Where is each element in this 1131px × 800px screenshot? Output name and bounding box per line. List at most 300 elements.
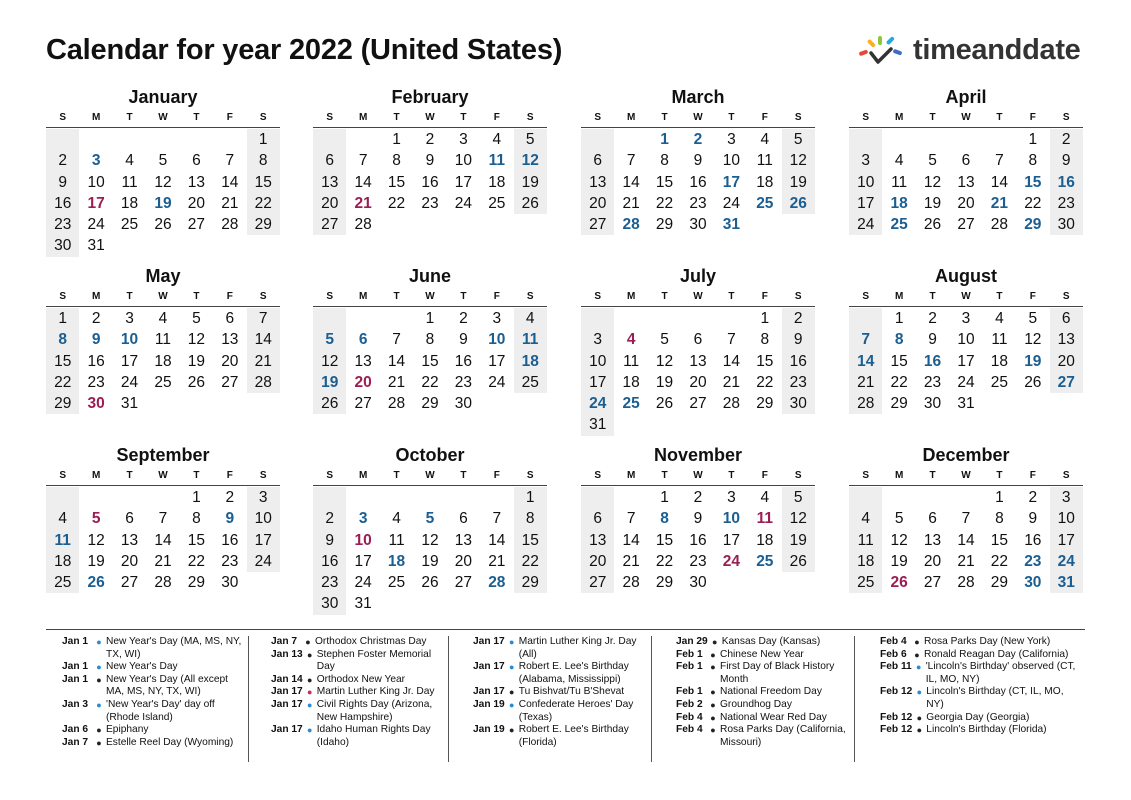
holiday-entry [46, 674, 248, 699]
holiday-entry [660, 686, 854, 699]
holiday-name: Epiphany [106, 724, 149, 736]
day-cell: 19 [421, 552, 439, 570]
month-name: May [145, 266, 181, 286]
day-cell: 21 [622, 552, 640, 570]
day-cell: 6 [313, 150, 346, 171]
day-cell: 29 [187, 574, 206, 592]
day-cell: 13 [313, 172, 346, 193]
weekday-label: S [326, 112, 334, 123]
day-cell: 21 [387, 373, 406, 391]
day-cell: 27 [221, 373, 239, 391]
empty-cell [380, 487, 413, 508]
day-cell: 13 [581, 172, 614, 193]
weekday-header [313, 467, 547, 486]
day-cell: 17 [488, 352, 506, 370]
day-cell: 14 [247, 329, 280, 350]
day-cell: 25 [387, 574, 406, 592]
day-cell: 14 [622, 531, 640, 549]
day-cell: 14 [849, 351, 882, 372]
weekday-label: W [693, 112, 703, 123]
day-cell: 11 [46, 530, 79, 551]
weekday-label: W [425, 291, 435, 302]
day-cell: 14 [990, 173, 1009, 191]
day-cell: 24 [722, 552, 741, 570]
weekday-label: F [493, 112, 500, 123]
holiday-date: Feb 4 [880, 636, 907, 647]
day-cell: 14 [957, 531, 975, 549]
holiday-date: Feb 4 [676, 724, 703, 736]
holiday-name: Ronald Reagan Day (California) [924, 648, 1069, 660]
day-cell: 19 [154, 194, 172, 212]
holiday-entry [660, 699, 854, 712]
holiday-name: Idaho Human Rights Day (Idaho) [316, 724, 431, 748]
day-cell: 22 [756, 373, 774, 391]
day-cell: 28 [990, 216, 1009, 234]
empty-cell [79, 129, 112, 150]
weekday-label: T [460, 470, 467, 481]
weekday-header [849, 109, 1083, 128]
empty-cell [882, 487, 915, 508]
day-cell: 11 [388, 531, 405, 549]
day-cell: 27 [957, 216, 975, 234]
day-cell: 25 [756, 552, 774, 570]
day-cell: 11 [991, 331, 1008, 349]
day-cell: 16 [46, 193, 79, 214]
empty-cell [447, 487, 480, 508]
weekday-label: S [794, 470, 802, 481]
day-cell: 2 [1028, 489, 1038, 506]
day-cell: 17 [247, 530, 280, 551]
day-cell: 14 [488, 531, 506, 549]
day-cell: 4 [158, 310, 168, 327]
day-cell: 10 [722, 510, 741, 528]
empty-cell [581, 487, 614, 508]
day-cell: 11 [756, 510, 774, 528]
holiday-entry [660, 649, 854, 662]
day-cell: 5 [1028, 310, 1038, 327]
holiday-name: Orthodox Christmas Day [315, 636, 427, 647]
holiday-entry [255, 724, 448, 749]
weekday-label: W [425, 112, 435, 123]
day-cell: 21 [722, 373, 741, 391]
day-cell: 20 [1050, 351, 1083, 372]
weekday-header [581, 288, 815, 307]
day-cell: 13 [689, 352, 707, 370]
day-cell: 10 [957, 331, 975, 349]
days-grid [849, 129, 1083, 235]
bullet-icon: ● [710, 725, 716, 736]
day-cell: 13 [923, 531, 942, 549]
bullet-icon: ● [916, 725, 922, 736]
empty-cell [614, 487, 647, 508]
holiday-date: Jan 19 [473, 724, 505, 736]
day-cell: 23 [221, 552, 239, 570]
weekday-label: F [1029, 470, 1036, 481]
day-cell: 16 [313, 551, 346, 572]
holiday-name: Georgia Day (Georgia) [926, 711, 1030, 723]
day-cell: 30 [923, 395, 942, 413]
weekday-label: S [1062, 291, 1070, 302]
day-cell: 16 [689, 173, 707, 191]
day-cell: 22 [514, 551, 547, 572]
weekday-header [46, 109, 280, 128]
bullet-icon: ● [509, 662, 515, 673]
day-cell: 26 [782, 551, 815, 572]
day-cell: 3 [1050, 487, 1083, 508]
weekday-label: W [158, 470, 168, 481]
day-cell: 14 [722, 352, 741, 370]
day-cell: 24 [120, 373, 139, 391]
holiday-name: First Day of Black History Month [720, 661, 835, 685]
holiday-entry [864, 712, 1079, 725]
day-cell: 13 [454, 531, 473, 549]
day-cell: 22 [990, 552, 1009, 570]
day-cell: 17 [354, 552, 372, 570]
holiday-name: Groundhog Day [720, 698, 792, 710]
day-cell: 3 [459, 131, 468, 148]
bullet-icon: ● [710, 687, 716, 698]
day-cell: 12 [187, 331, 206, 349]
day-cell: 26 [782, 193, 815, 214]
weekday-label: T [996, 291, 1003, 302]
holiday-date: Jan 6 [62, 724, 89, 736]
day-cell: 22 [387, 194, 406, 212]
weekday-label: M [91, 112, 101, 123]
weekday-header [849, 467, 1083, 486]
weekday-label: S [594, 112, 602, 123]
weekday-label: T [393, 470, 400, 481]
day-cell: 28 [722, 395, 741, 413]
day-cell: 10 [247, 508, 280, 529]
day-cell: 2 [46, 150, 79, 171]
day-cell: 4 [392, 510, 401, 528]
day-cell: 21 [221, 194, 239, 212]
holiday-date: Jan 17 [473, 661, 505, 673]
holiday-name: Confederate Heroes' Day (Texas) [518, 698, 634, 723]
holiday-date: Jan 1 [62, 661, 89, 673]
day-cell: 23 [46, 214, 79, 235]
day-cell: 4 [849, 508, 882, 529]
day-cell: 31 [1050, 572, 1083, 593]
day-cell: 1 [514, 487, 547, 508]
day-cell: 1 [660, 131, 669, 148]
day-cell: 3 [961, 310, 971, 327]
day-cell: 24 [849, 214, 882, 235]
day-cell: 19 [782, 172, 815, 193]
day-cell: 19 [514, 172, 547, 193]
days-grid [313, 308, 547, 414]
weekday-label: M [358, 470, 368, 481]
day-cell: 8 [894, 331, 904, 349]
holiday-date: Feb 12 [880, 686, 913, 698]
day-cell: 22 [1024, 194, 1042, 212]
holiday-date: Jan 3 [62, 698, 89, 710]
weekday-label: T [661, 112, 668, 123]
day-cell: 27 [354, 395, 372, 413]
day-cell: 12 [514, 150, 547, 171]
day-cell: 17 [722, 531, 741, 549]
day-cell: 17 [1050, 530, 1083, 551]
holiday-name: Lincoln's Birthday (CT, IL, MO, NY) [926, 686, 1064, 710]
day-cell: 27 [923, 574, 942, 592]
weekday-label: T [126, 112, 133, 123]
month-name: June [408, 266, 451, 286]
empty-cell [346, 487, 379, 508]
holiday-entry [255, 649, 448, 674]
weekday-label: S [326, 470, 334, 481]
holiday-name: 'Lincoln's Birthday' observed (CT, IL, MO, NY) [925, 661, 1076, 685]
holiday-name: Rosa Parks Day (California, Missouri) [720, 724, 846, 748]
day-cell: 23 [421, 194, 439, 212]
weekday-header [46, 288, 280, 307]
holiday-entry [660, 661, 854, 686]
day-cell: 18 [120, 194, 139, 212]
month-name: April [945, 87, 987, 107]
holiday-name: 'New Year's Day' day off (Rhode Island) [106, 698, 215, 723]
day-cell: 29 [990, 574, 1009, 592]
month-january [46, 86, 280, 257]
day-cell: 16 [923, 352, 942, 370]
holiday-entry [255, 636, 448, 649]
holiday-name: Lincoln's Birthday (Florida) [926, 724, 1047, 736]
day-cell: 18 [756, 531, 774, 549]
weekday-label: W [961, 291, 971, 302]
weekday-label: M [358, 112, 368, 123]
weekday-label: T [929, 470, 936, 481]
day-cell: 12 [154, 173, 172, 191]
day-cell: 27 [120, 574, 139, 592]
bullet-icon: ● [96, 737, 102, 748]
holiday-name: National Freedom Day [720, 686, 822, 698]
day-cell: 19 [313, 372, 346, 393]
weekday-label: T [929, 291, 936, 302]
day-cell: 12 [923, 173, 942, 191]
weekday-label: S [259, 112, 267, 123]
day-cell: 7 [358, 152, 368, 170]
weekday-label: T [460, 112, 467, 123]
day-cell: 9 [1050, 150, 1083, 171]
holiday-name: New Year's Day [106, 661, 178, 673]
day-cell: 13 [187, 173, 206, 191]
empty-cell [648, 308, 681, 329]
day-cell: 3 [125, 310, 134, 327]
empty-cell [849, 129, 882, 150]
holiday-date: Jan 7 [62, 736, 89, 748]
month-april [849, 86, 1083, 235]
day-cell: 26 [514, 193, 547, 214]
empty-cell [849, 487, 882, 508]
weekday-label: T [728, 291, 735, 302]
day-cell: 7 [849, 329, 882, 350]
day-cell: 10 [354, 531, 372, 549]
day-cell: 21 [488, 552, 506, 570]
day-cell: 16 [689, 531, 707, 549]
day-cell: 23 [454, 373, 473, 391]
timeanddate-logo[interactable] [857, 34, 1081, 67]
day-cell: 16 [421, 173, 439, 191]
empty-cell [681, 308, 714, 329]
bullet-icon: ● [914, 649, 920, 660]
weekday-label: T [393, 112, 400, 123]
day-cell: 21 [622, 194, 640, 212]
day-cell: 21 [247, 351, 280, 372]
day-cell: 22 [655, 552, 674, 570]
weekday-header [581, 109, 815, 128]
weekday-label: M [626, 291, 636, 302]
day-cell: 30 [689, 216, 707, 234]
day-cell: 17 [957, 352, 975, 370]
bullet-icon: ● [710, 662, 716, 673]
day-cell: 4 [995, 310, 1004, 327]
day-cell: 15 [890, 352, 908, 370]
empty-cell [581, 308, 614, 329]
weekday-label: T [460, 291, 467, 302]
day-cell: 18 [622, 373, 640, 391]
day-cell: 20 [923, 552, 942, 570]
day-cell: 20 [454, 552, 473, 570]
day-cell: 28 [622, 574, 640, 592]
days-grid [581, 129, 815, 235]
day-cell: 23 [923, 373, 942, 391]
bullet-icon: ● [916, 662, 922, 673]
month-october [313, 444, 547, 615]
day-cell: 18 [488, 173, 506, 191]
day-cell: 8 [192, 510, 201, 528]
weekday-label: F [226, 470, 233, 481]
day-cell: 14 [354, 173, 372, 191]
day-cell: 15 [46, 351, 79, 372]
day-cell: 1 [392, 131, 401, 148]
weekday-label: M [91, 470, 101, 481]
weekday-label: T [193, 470, 200, 481]
days-grid [581, 487, 815, 593]
holiday-date: Jan 17 [473, 686, 505, 698]
day-cell: 16 [87, 352, 105, 370]
day-cell: 25 [120, 216, 139, 234]
empty-cell [380, 308, 413, 329]
day-cell: 26 [923, 216, 942, 234]
day-cell: 17 [87, 194, 105, 212]
weekday-label: W [961, 470, 971, 481]
day-cell: 20 [313, 193, 346, 214]
day-cell: 30 [1024, 574, 1042, 592]
day-cell: 26 [87, 574, 105, 592]
bullet-icon: ● [96, 637, 102, 647]
day-cell: 9 [693, 510, 703, 528]
day-cell: 11 [756, 152, 773, 170]
day-cell: 22 [655, 194, 674, 212]
day-cell: 30 [221, 574, 239, 592]
day-cell: 10 [87, 173, 105, 191]
empty-cell [882, 129, 915, 150]
day-cell: 4 [514, 308, 547, 329]
day-cell: 25 [622, 395, 640, 413]
day-cell: 29 [655, 216, 674, 234]
day-cell: 24 [354, 574, 372, 592]
day-cell: 8 [660, 152, 669, 170]
bullet-icon: ● [307, 725, 313, 736]
bullet-icon: ● [307, 649, 313, 660]
month-november [581, 444, 815, 593]
weekday-label: W [425, 470, 435, 481]
day-cell: 24 [722, 194, 741, 212]
day-cell: 9 [225, 510, 235, 528]
days-grid [313, 487, 547, 615]
month-august [849, 265, 1083, 414]
day-cell: 9 [313, 530, 346, 551]
weekday-label: F [761, 291, 768, 302]
day-cell: 3 [727, 489, 736, 506]
weekday-label: T [929, 112, 936, 123]
empty-cell [313, 308, 346, 329]
bullet-icon: ● [916, 712, 922, 723]
day-cell: 30 [454, 395, 473, 413]
day-cell: 1 [425, 310, 435, 327]
day-cell: 31 [354, 595, 372, 613]
empty-cell [916, 487, 949, 508]
holiday-name: Estelle Reel Day (Wyoming) [106, 736, 234, 748]
day-cell: 3 [581, 329, 614, 350]
day-cell: 2 [693, 131, 703, 148]
holiday-date: Jan 1 [62, 636, 89, 647]
day-cell: 13 [1050, 329, 1083, 350]
day-cell: 7 [961, 510, 971, 528]
weekday-header [313, 288, 547, 307]
holiday-entry [660, 712, 854, 725]
day-cell: 25 [154, 373, 172, 391]
day-cell: 5 [91, 510, 101, 528]
day-cell: 10 [849, 172, 882, 193]
holiday-entry [864, 661, 1079, 686]
days-grid [849, 487, 1083, 593]
weekday-header [849, 288, 1083, 307]
day-cell: 5 [425, 510, 435, 528]
weekday-label: S [259, 291, 267, 302]
day-cell: 29 [46, 393, 79, 414]
day-cell: 7 [225, 152, 235, 170]
holiday-entry [255, 699, 448, 724]
weekday-label: S [862, 291, 870, 302]
holiday-name: New Year's Day (MA, MS, NY, TX, WI) [106, 636, 242, 660]
empty-cell [113, 129, 146, 150]
day-cell: 7 [492, 510, 502, 528]
day-cell: 2 [425, 131, 435, 148]
holiday-entry [457, 699, 651, 724]
weekday-label: T [728, 470, 735, 481]
empty-cell [46, 129, 79, 150]
day-cell: 7 [995, 152, 1004, 170]
day-cell: 6 [192, 152, 201, 170]
month-june [313, 265, 547, 414]
weekday-label: T [193, 291, 200, 302]
day-cell: 31 [87, 237, 105, 255]
weekday-label: F [493, 291, 500, 302]
day-cell: 1 [995, 489, 1004, 506]
holiday-date: Jan 29 [676, 636, 708, 647]
holiday-date: Feb 1 [676, 686, 703, 698]
empty-cell [480, 487, 513, 508]
month-july [581, 265, 815, 436]
day-cell: 12 [782, 150, 815, 171]
month-name: March [671, 87, 725, 107]
day-cell: 28 [622, 216, 640, 234]
day-cell: 29 [247, 214, 280, 235]
day-cell: 30 [689, 574, 707, 592]
empty-cell [949, 129, 982, 150]
day-cell: 15 [1024, 173, 1042, 191]
weekday-label: F [226, 291, 233, 302]
holiday-name: New Year's Day (All except MA, MS, NY, TX, WI) [106, 673, 228, 698]
